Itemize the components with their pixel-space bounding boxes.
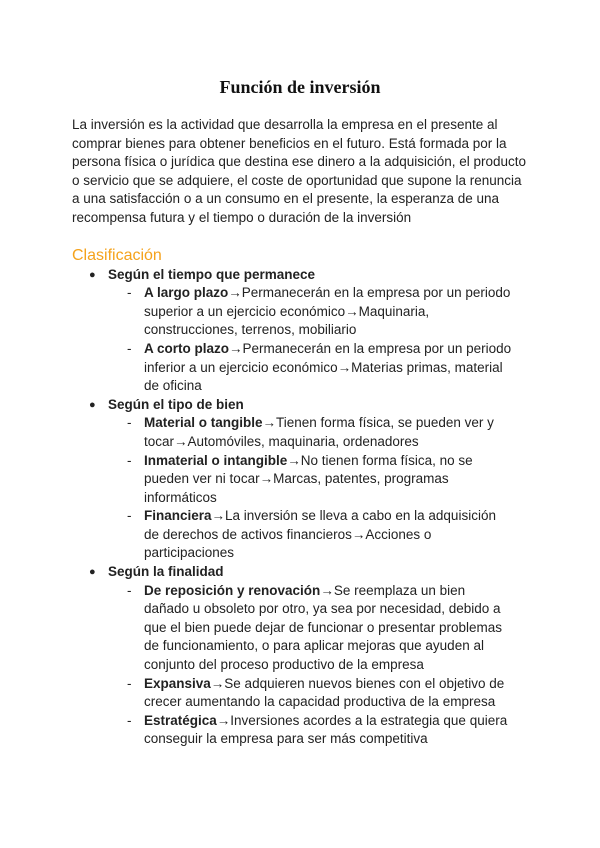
subitem-list <box>108 284 600 396</box>
subitem-term: Inmaterial o intangible <box>144 452 288 468</box>
subitem <box>108 414 513 451</box>
arrow-icon: → <box>351 526 366 542</box>
dash-icon: - <box>127 675 132 691</box>
subitem-examples: Automóviles, maquinaria, ordenadores <box>187 433 419 449</box>
subitem-examples: Marcas, patentes, programas informáticos <box>144 471 449 505</box>
document-title: Función de inversión <box>219 77 381 97</box>
category-item <box>72 563 600 749</box>
subitem-definition: Se reemplaza un bien dañado u obsoleto por otro, ya sea por necesidad, debido a que el bien puede dejar de funcionar o presentar problemas de funcionamiento, o para aplicar mejoras que ayuden al conjunto del proceso productivo de la empresa <box>144 582 502 673</box>
subitem-examples: Acciones o participaciones <box>144 526 432 561</box>
subitem-list <box>108 582 600 749</box>
category-label: Según la finalidad <box>108 564 224 580</box>
arrow-icon: → <box>259 471 274 487</box>
subitem <box>108 582 513 675</box>
subitem-definition: Permanecerán en la empresa por un periodo superior a un ejercicio económico <box>144 285 511 319</box>
subitem-term: Financiera <box>144 508 212 524</box>
subitem-term: De reposición y renovación <box>144 582 321 598</box>
subitem-definition: Tienen forma física, se pueden ver y tocar <box>144 415 494 449</box>
arrow-icon: → <box>262 415 277 431</box>
subitem-examples: Maquinaria, construcciones, terrenos, mobiliario <box>144 303 430 338</box>
arrow-icon: → <box>211 508 226 524</box>
bullet-icon: ● <box>89 398 96 411</box>
arrow-icon: → <box>210 675 225 691</box>
category-item <box>72 266 600 396</box>
subitem <box>108 712 513 749</box>
dash-icon: - <box>127 415 132 431</box>
subitem-term: Material o tangible <box>144 415 263 431</box>
intro-paragraph: La inversión es la actividad que desarrolla la empresa en el presente al comprar bienes para obtener beneficios en el futuro. Está formada por la persona física o jurídica que destina ese dinero a la adquisición, el producto o servicio que se adquiere, el coste de oportunidad que supone la renuncia a una satisfacción o a un consumo en el presente, la esperanza de una recompensa futura y el tiempo o duración de la inversión <box>72 117 527 225</box>
subitem-term: A largo plazo <box>144 285 229 301</box>
subitem-definition: Permanecerán en la empresa por un periodo inferior a un ejercicio económico <box>144 340 512 375</box>
dash-icon: - <box>127 712 132 728</box>
dash-icon: - <box>127 582 132 598</box>
subitem <box>108 675 513 712</box>
category-label: Según el tipo de bien <box>108 396 244 412</box>
subitem-definition: La inversión se lleva a cabo en la adquisición de derechos de activos financieros <box>144 508 496 542</box>
dash-icon: - <box>127 452 132 468</box>
dash-icon: - <box>127 340 132 356</box>
classification-list <box>72 266 600 749</box>
subitem-definition: Inversiones acordes a la estrategia que quiera conseguir la empresa para ser más competitiva <box>144 712 508 747</box>
subitem <box>108 284 513 340</box>
subitem-examples: Materias primas, material de oficina <box>144 359 503 394</box>
category-item <box>72 396 600 563</box>
arrow-icon: → <box>228 285 242 301</box>
arrow-icon: → <box>287 452 301 468</box>
section-heading: Clasificación <box>72 246 162 264</box>
subitem-term: Estratégica <box>144 712 217 728</box>
dash-icon: - <box>127 285 132 301</box>
subitem-term: Expansiva <box>144 675 211 691</box>
bullet-icon: ● <box>89 566 96 579</box>
subitem <box>108 507 513 563</box>
arrow-icon: → <box>174 433 188 449</box>
subitem-list <box>108 414 600 563</box>
arrow-icon: → <box>229 340 243 356</box>
subitem <box>108 340 513 396</box>
category-label: Según el tiempo que permanece <box>108 266 316 282</box>
bullet-icon: ● <box>89 268 96 281</box>
arrow-icon: → <box>320 582 334 598</box>
arrow-icon: → <box>337 359 352 375</box>
subitem-definition: Se adquieren nuevos bienes con el objetivo de crecer aumentando la capacidad productiva de la empresa <box>144 675 505 710</box>
dash-icon: - <box>127 508 132 524</box>
arrow-icon: → <box>216 712 231 728</box>
subitem <box>108 452 513 508</box>
subitem-definition: No tienen forma física, no se pueden ver ni tocar <box>144 452 473 487</box>
arrow-icon: → <box>345 303 359 319</box>
subitem-term: A corto plazo <box>144 340 230 356</box>
